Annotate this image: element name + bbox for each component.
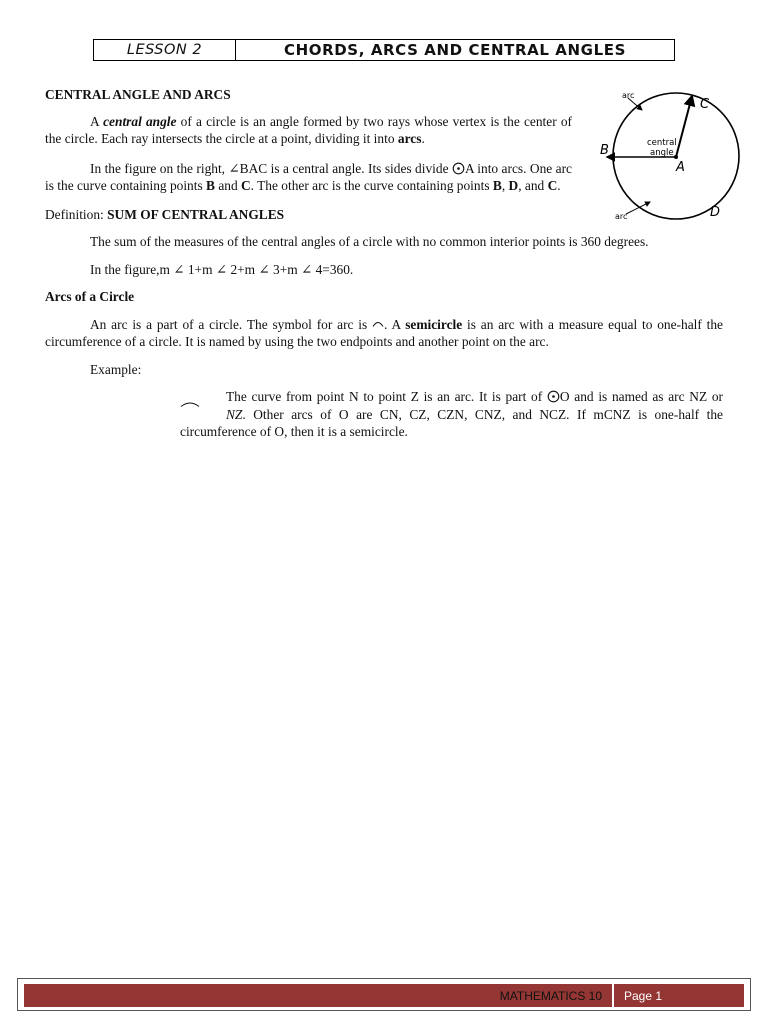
lesson-content bbox=[45, 86, 723, 441]
label-arc-bottom: arc bbox=[615, 212, 628, 221]
lesson-title: CHORDS, ARCS AND CENTRAL ANGLES bbox=[283, 41, 626, 59]
arc-definition: An arc is a part of a circle. The symbol for arc is . A semicircle is an arc with a measure equal to one-half the circumference of a circle. It is named by using the two endpoints and another point on the arc. bbox=[45, 316, 723, 349]
term-semicircle: semicircle bbox=[405, 316, 463, 332]
footer-bar bbox=[24, 984, 744, 1007]
circle-dot-icon bbox=[452, 162, 465, 175]
term-arcs: arcs bbox=[397, 131, 422, 146]
definition-text: The sum of the measures of the central angles of a circle with no common interior points is 360 degrees. bbox=[90, 234, 649, 249]
example-label: Example: bbox=[90, 361, 142, 377]
definition-formula: In the figure,m ∠ 1+m ∠ 2+m ∠ 3+m ∠ 4=360. bbox=[90, 261, 354, 277]
label-arc-top: arc bbox=[622, 91, 635, 100]
lesson-number: LESSON 2 bbox=[94, 40, 236, 60]
label-central: central bbox=[647, 138, 677, 148]
label-angle: angle bbox=[650, 148, 674, 158]
central-angle-definition: A central angle of a circle is an angle formed by two rays whose vertex is the center of the circle. Each ray intersects the circle at a point, dividing it into arcs. bbox=[45, 113, 572, 146]
term-central-angle: central angle bbox=[103, 113, 177, 129]
label-d: D bbox=[710, 205, 721, 220]
arc-nz-notation: NZ bbox=[180, 406, 242, 424]
figure-description: In the figure on the right, ∠BAC is a central angle. Its sides divide A into arcs. One arc is the curve containing points B and C. The other arc is the curve containing points B, D, and C. bbox=[45, 160, 572, 193]
example-text: The curve from point N to point Z is an arc. It is part of O and is named as arc NZ or NZ. Other arcs of O are CN, CZ, CZN, CNZ, and NCZ. If mCNZ is one-half the circumference of O, then it is a semicircle. bbox=[180, 389, 723, 439]
definition-heading: Definition: SUM OF CENTRAL ANGLES bbox=[45, 206, 285, 222]
circle-dot-icon bbox=[547, 390, 560, 403]
section-heading-central-angle: CENTRAL ANGLE AND ARCS bbox=[45, 87, 231, 102]
arc-symbol-icon bbox=[372, 320, 384, 327]
section-heading-arcs: Arcs of a Circle bbox=[45, 289, 135, 304]
lesson-header bbox=[93, 39, 675, 61]
label-c: C bbox=[700, 97, 710, 112]
footer-page-number: Page 1 bbox=[624, 988, 663, 1003]
footer-subject: MATHEMATICS 10 bbox=[24, 984, 614, 1007]
label-b: B bbox=[600, 143, 609, 158]
overarc-icon bbox=[180, 401, 200, 407]
label-a: A bbox=[676, 160, 685, 175]
